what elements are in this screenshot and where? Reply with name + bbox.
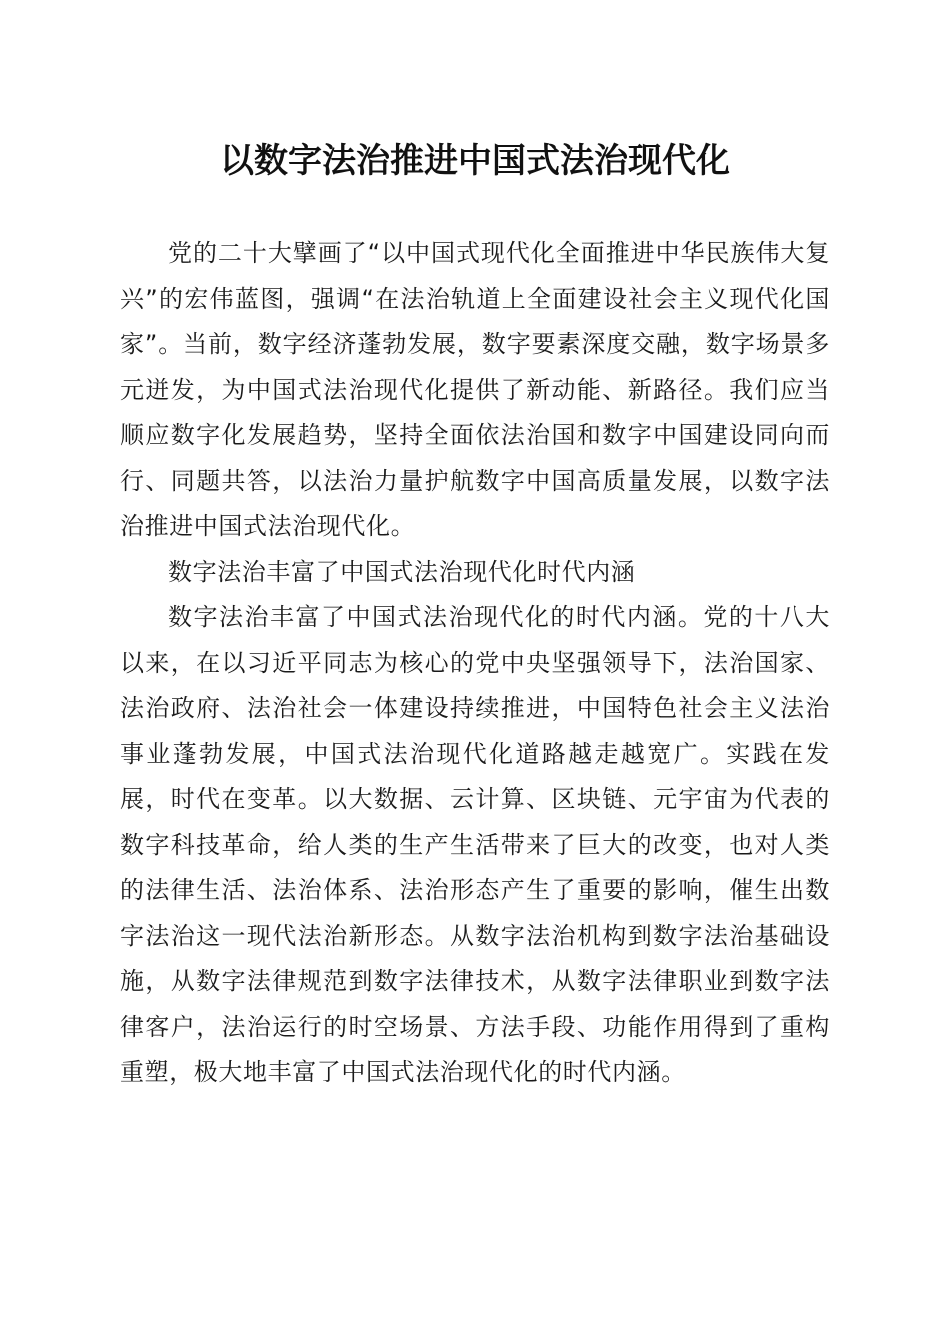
document-title: 以数字法治推进中国式法治现代化 bbox=[220, 141, 730, 181]
paragraph-section-1: 数字法治丰富了中国式法治现代化的时代内涵。党的十八大以来，在以习近平同志为核心的党中央坚强领导下，法治国家、法治政府、法治社会一体建设持续推进，中国特色社会主义法治事业蓬勃发展，中国式法治现代化道路越走越宽广。实践在发展，时代在变革。以大数据、云计算、区块链、元宇宙为代表的数字科技革命，给人类的生产生活带来了巨大的改变，也对人类的法律生活、法治体系、法治形态产生了重要的影响，催生出数字法治这一现代法治新形态。从数字法治机构到数字法治基础设施，从数字法律规范到数字法律技术，从数字法律职业到数字法律客户，法治运行的时空场景、方法手段、功能作用得到了重构重塑，极大地丰富了中国式法治现代化的时代内涵。 bbox=[120, 603, 830, 1086]
section-heading: 数字法治丰富了中国式法治现代化时代内涵 bbox=[168, 557, 636, 586]
paragraph-intro: 党的二十大擘画了“以中国式现代化全面推进中华民族伟大复兴”的宏伟蓝图，强调“在法治轨道上全面建设社会主义现代化国家”。当前，数字经济蓬勃发展，数字要素深度交融，数字场景多元迸发，为中国式法治现代化提供了新动能、新路径。我们应当顺应数字化发展趋势，坚持全面依法治国和数字中国建设同向而行、同题共答，以法治力量护航数字中国高质量发展，以数字法治推进中国式法治现代化。 bbox=[120, 239, 830, 540]
document-body bbox=[120, 231, 830, 1096]
